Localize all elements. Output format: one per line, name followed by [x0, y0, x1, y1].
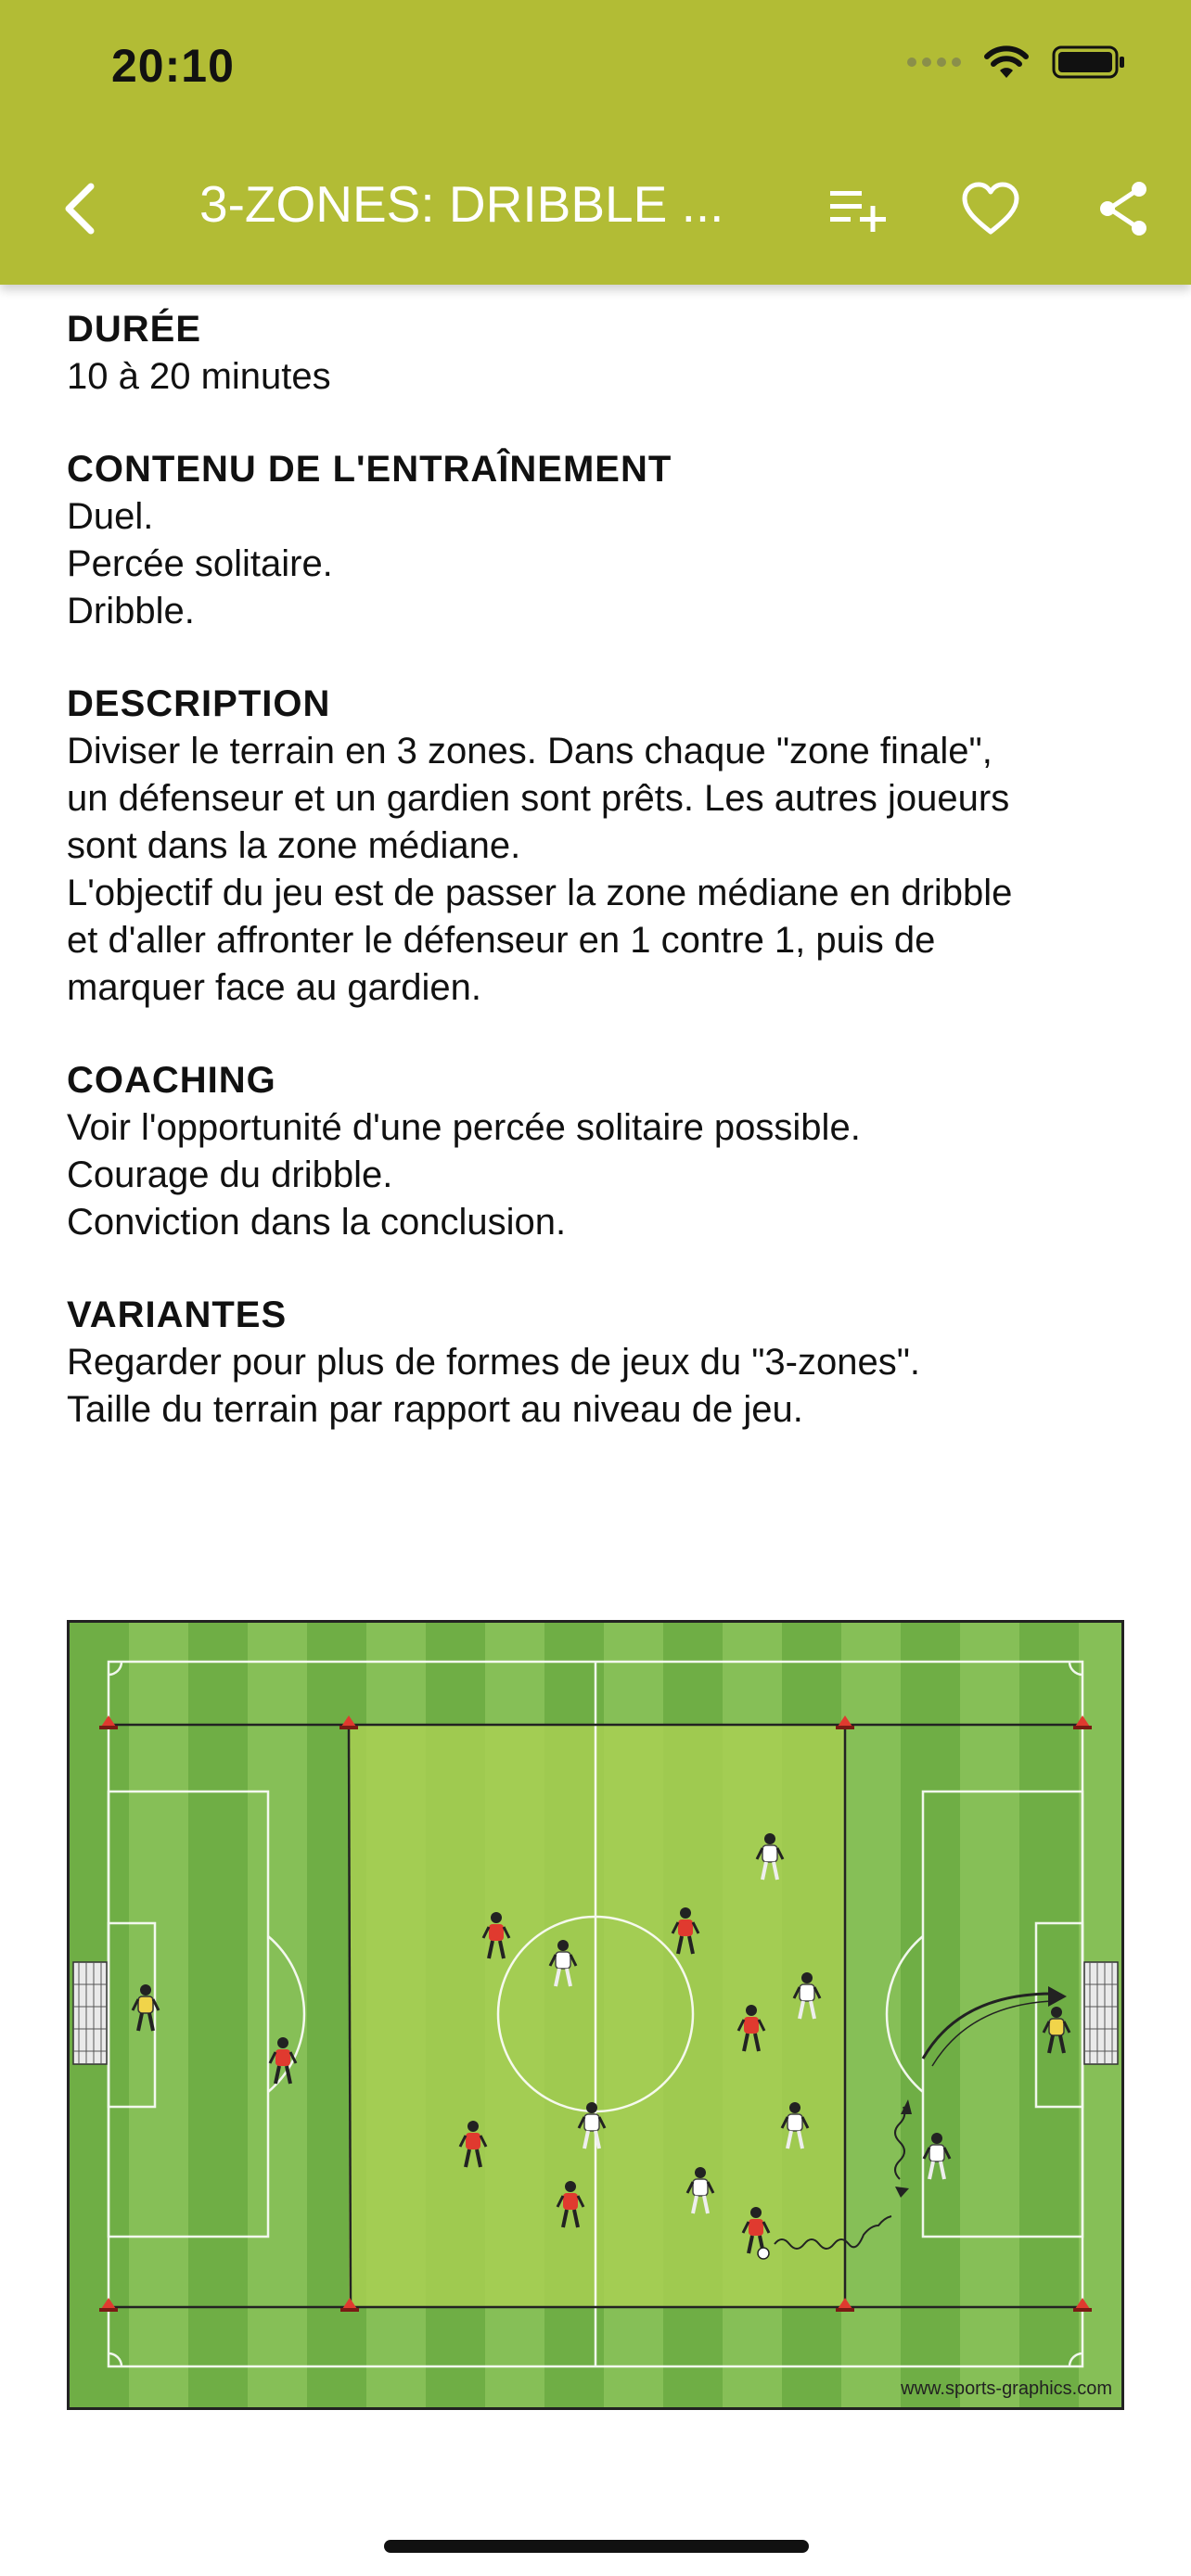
section-line: Voir l'opportunité d'une percée solitaire possible.	[67, 1107, 861, 1148]
share-icon	[1095, 179, 1154, 238]
section-line: Regarder pour plus de formes de jeux du "3-zones".	[67, 1342, 921, 1383]
section-line: Courage du dribble.	[67, 1154, 393, 1195]
page-title: 3-ZONES: DRIBBLE ...	[199, 175, 724, 233]
wifi-icon	[983, 45, 1030, 80]
back-button[interactable]	[52, 176, 108, 241]
section-line: L'objectif du jeu est de passer la zone médiane en dribble	[67, 873, 1013, 913]
section-heading: DURÉE	[67, 309, 202, 350]
exercise-details	[67, 306, 1133, 1479]
football-pitch-diagram	[70, 1623, 1121, 2407]
heart-icon	[961, 182, 1020, 236]
section-line: un défenseur et un gardien sont prêts. Les autres joueurs	[67, 778, 1010, 819]
section-line: Diviser le terrain en 3 zones. Dans chaque "zone finale",	[67, 731, 992, 772]
home-indicator[interactable]	[384, 2540, 809, 2553]
section-description	[67, 681, 1133, 1012]
favorite-button[interactable]	[954, 172, 1028, 246]
section-line: Conviction dans la conclusion.	[67, 1202, 567, 1243]
section-heading: CONTENU DE L'ENTRAÎNEMENT	[67, 449, 672, 490]
section-line: sont dans la zone médiane.	[67, 825, 521, 866]
section-heading: VARIANTES	[67, 1294, 288, 1335]
section-line: Dribble.	[67, 591, 195, 631]
section-contenu	[67, 446, 1133, 635]
status-time: 20:10	[111, 40, 235, 92]
status-icons	[907, 45, 1126, 80]
exercise-diagram[interactable]	[67, 1620, 1124, 2410]
section-duree	[67, 306, 1133, 401]
playlist-add-icon	[828, 185, 888, 232]
section-heading: DESCRIPTION	[67, 683, 331, 724]
section-variantes	[67, 1292, 1133, 1434]
battery-icon	[1052, 45, 1126, 80]
section-coaching	[67, 1057, 1133, 1246]
section-line: Duel.	[67, 496, 154, 537]
navigation-bar	[0, 0, 1191, 285]
signal-icon	[907, 57, 961, 67]
section-line: 10 à 20 minutes	[67, 356, 331, 397]
section-line: et d'aller affronter le défenseur en 1 contre 1, puis de	[67, 920, 936, 961]
add-to-playlist-button[interactable]	[821, 172, 895, 246]
share-button[interactable]	[1087, 172, 1161, 246]
section-line: marquer face au gardien.	[67, 967, 481, 1008]
diagram-credit: www.sports-graphics.com	[901, 2378, 1112, 2399]
section-heading: COACHING	[67, 1060, 276, 1101]
section-line: Percée solitaire.	[67, 543, 333, 584]
chevron-left-icon	[61, 181, 98, 236]
section-line: Taille du terrain par rapport au niveau de jeu.	[67, 1389, 803, 1430]
